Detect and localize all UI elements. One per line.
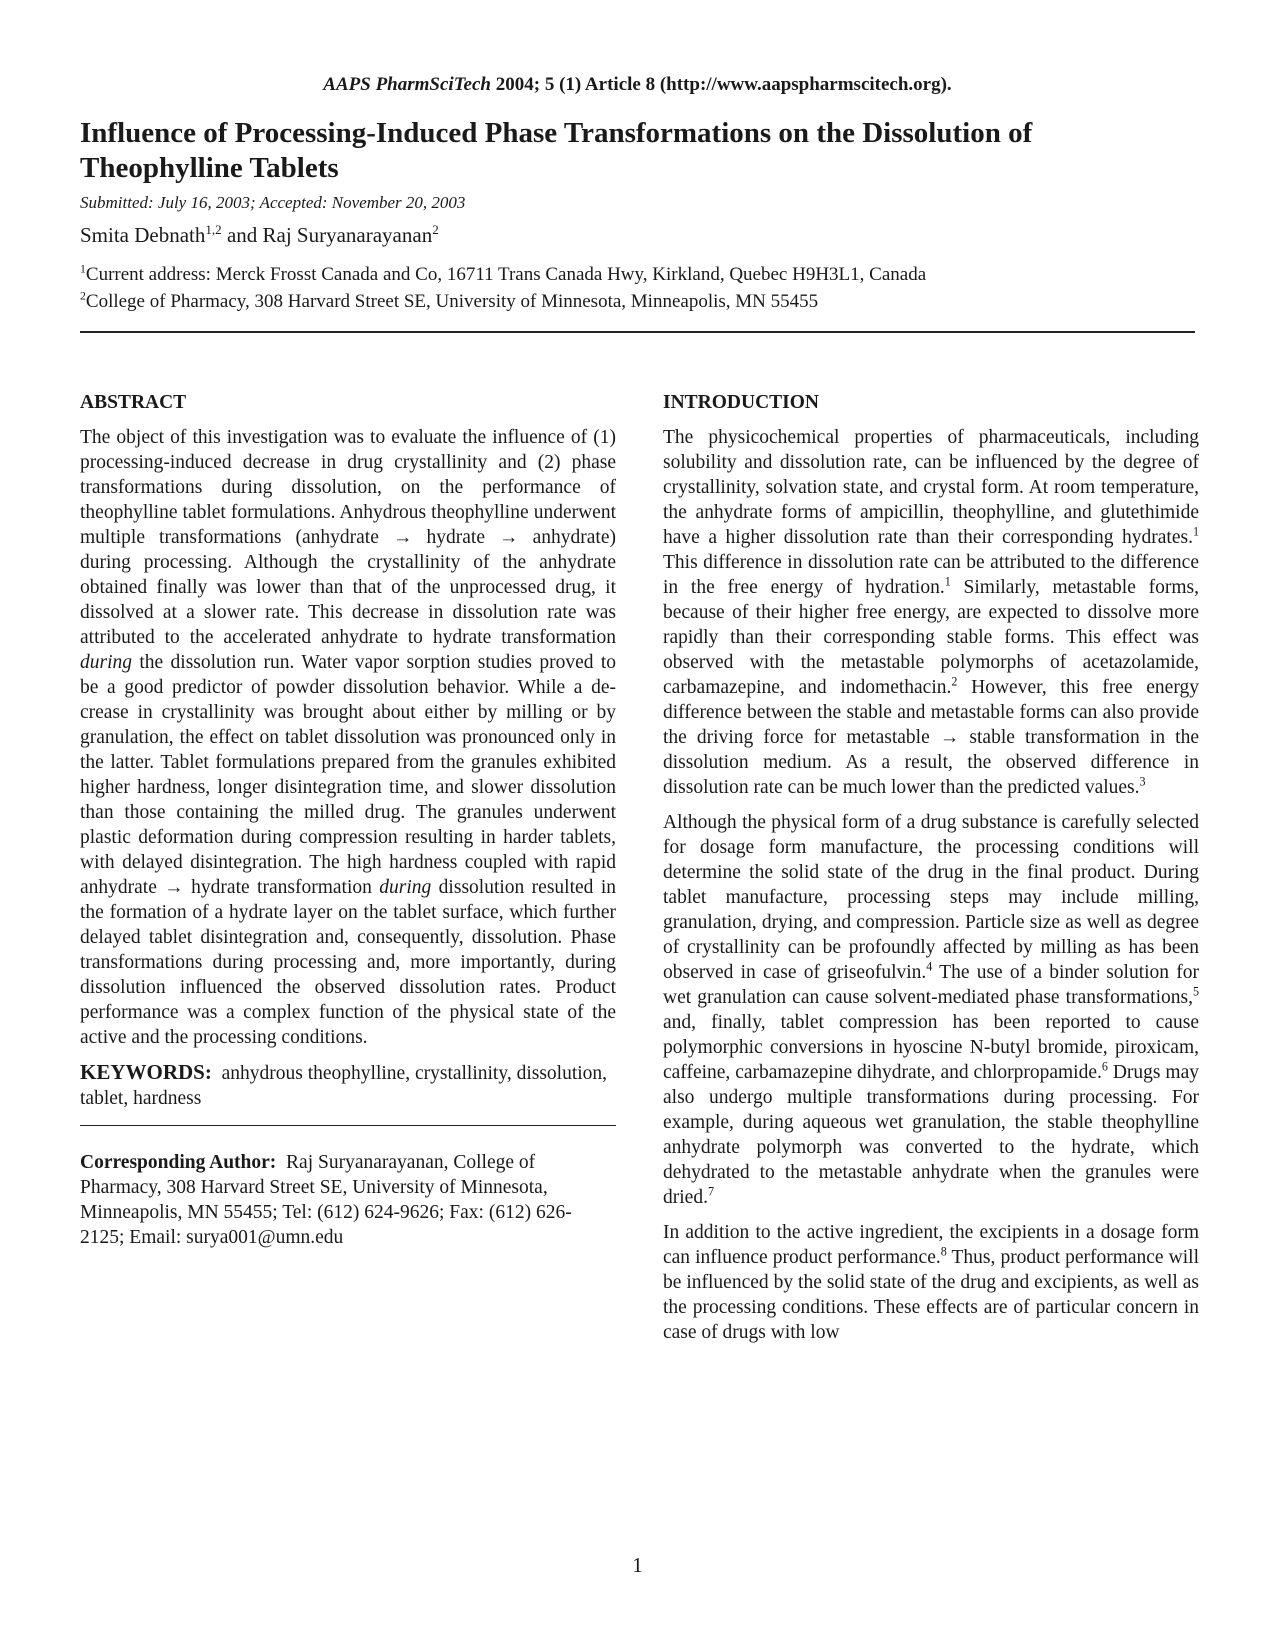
submission-dates: Submitted: July 16, 2003; Accepted: November 20, 2003 [80, 193, 466, 212]
abstract-text-part: the dissolution run. Water vapor sorption studies proved to be a good predictor of powder dissolution behavior. While a decrease in crystallinity was brought about either by milling or by granulation, the effect on tablet dissolution was pronounced only in the latter. Tablet formulations prepared from the granules exhibited higher hardness, longer disintegration time, and slower dissolution than those containing the milled drug. The granules underwent plastic deformation during compression resulting in harder tablets, with delayed disintegration. The high hardness coupled with rapid anhydrate → hydrate transformation [80, 652, 616, 898]
paragraph-text: Although the physical form of a drug substance is carefully selected for dosage form manufacture, the processing conditions will determine the solid state of the drug in the final product. During tablet manufacture, processing steps may include milling, granulation, drying, and compression. Particle size as well as degree of crystallinity can be profoundly affected by milling as has been observed in case of griseofulvin. [663, 812, 1199, 983]
abstract-heading: ABSTRACT [80, 392, 187, 413]
introduction-paragraph-3 [663, 1220, 1199, 1345]
author-affiliation-marker: 2 [432, 222, 439, 237]
header-divider [80, 331, 1195, 333]
affiliation-marker: 1 [80, 262, 86, 276]
right-column [663, 390, 1199, 1345]
affiliation-marker: 2 [80, 289, 86, 303]
paragraph-text: The physicochemical properties of pharmaceuticals, including solubility and dissolution rate, can be influenced by the degree of crystallinity, solvation state, and crystal form. At room temperature, the anhydrate forms of ampicillin, theophylline, and glutethimide have a higher dissolution rate than their corresponding hydrates. [663, 427, 1199, 548]
journal-citation: 2004; 5 (1) Article 8 (http://www.aapspharmscitech.org). [491, 74, 952, 95]
paragraph-text: However, this free energy difference between the stable and metastable forms can also provide the driving force for metastable → stable transformation in the dissolution medium. As a result, the observed difference in dissolution rate can be much lower than the predicted values. [663, 677, 1199, 798]
corresponding-author [80, 1150, 616, 1250]
paragraph-text: This difference in dissolution rate can be attributed to the difference in the free energy of hydration. [663, 552, 1199, 598]
citation-marker: 8 [940, 1244, 947, 1259]
author-name: Raj Suryanarayanan [262, 223, 433, 247]
abstract-text [80, 425, 616, 1050]
corresponding-author-label: Corresponding Author: [80, 1152, 277, 1173]
paragraph-text: and, finally, tablet compression has been reported to cause polymorphic conversions in hyoscine N-butyl bromide, piroxicam, caffeine, carbamazepine dihydrate, and chlorpropamide. [663, 1012, 1199, 1083]
citation-marker: 1 [1192, 524, 1199, 539]
author-name: Smita Debnath [80, 223, 206, 247]
citation-marker: 2 [951, 674, 958, 689]
author-conjunction: and [221, 223, 263, 247]
author-line [80, 223, 439, 248]
citation-marker: 5 [1192, 984, 1199, 999]
paragraph-text: Thus, product performance will be influenced by the solid state of the drug and excipients, as well as the processing conditions. These effects are of particular concern in case of drugs with low [663, 1247, 1199, 1343]
paragraph-text: In addition to the active ingredient, the excipients in a dosage form can influence product performance. [663, 1222, 1199, 1268]
author-affiliation-marker: 1,2 [205, 222, 222, 237]
left-column [80, 390, 616, 1250]
paragraph-text: Drugs may also undergo multiple transformations during processing. For example, during aqueous wet granulation, the stable theophylline anhydrate polymorph was converted to the hydrate, which dehydrated to the metastable anhydrate when the granules were dried. [663, 1062, 1199, 1208]
citation-marker: 4 [926, 959, 933, 974]
citation-marker: 7 [707, 1184, 714, 1199]
introduction-paragraph-2 [663, 810, 1199, 1210]
journal-header [0, 74, 1275, 96]
keywords-text: anhydrous theophylline, crystallinity, dissolution, tablet, hardness [80, 1063, 608, 1109]
affiliation-1 [80, 264, 926, 286]
paragraph-text: The use of a binder solution for wet granulation can cause solvent-mediated phase transformations, [663, 962, 1199, 1008]
introduction-paragraph-1 [663, 425, 1199, 800]
abstract-text-part: The object of this investigation was to evaluate the influence of (1) processing-induced decrease in drug crystallinity and (2) phase transformations during dissolution, on the performance of theophylline tablet formulations. Anhydrous theophylline underwent multiple transformations (anhydrate → hydrate → anhydrate) during processing. Although the crystallinity of the anhydrate obtained finally was lower than that of the unprocessed drug, it dissolved at a slower rate. This decrease in dissolution rate was attributed to the accelerated anhydrate to hydrate transformation [80, 427, 616, 648]
affiliation-2 [80, 291, 818, 313]
journal-name: AAPS PharmSciTech [323, 74, 491, 95]
abstract-emphasis: during [80, 652, 133, 673]
abstract-text-part: dissolution resulted in the formation of a hydrate layer on the tablet surface, which further delayed tablet disintegration and, consequently, dissolution. Phase transformations during processing and, more importantly, during dissolution influenced the observed dissolution rates. Product performance was a complex function of the physical state of the active and the processing conditions. [80, 877, 616, 1048]
keywords [80, 1060, 616, 1111]
citation-marker: 1 [944, 574, 951, 589]
corresponding-author-text: Raj Suryanarayanan, College of Pharmacy, 308 Harvard Street SE, University of Minnesota, Minneapolis, MN 55455; Tel: (612) 624-9626; Fax: (612) 626-2125; Email: surya001@umn.edu [80, 1152, 572, 1248]
citation-marker: 6 [1101, 1059, 1108, 1074]
abstract-emphasis: during [379, 877, 432, 898]
keywords-label: KEYWORDS: [80, 1060, 212, 1084]
affiliation-text: Current address: Merck Frosst Canada and Co, 16711 Trans Canada Hwy, Kirkland, Quebec H9H3L1, Canada [85, 264, 927, 285]
keywords-divider [80, 1125, 616, 1126]
affiliation-text: College of Pharmacy, 308 Harvard Street SE, University of Minnesota, Minneapolis, MN 55455 [85, 291, 819, 312]
article-title: Influence of Processing-Induced Phase Transformations on the Dissolution of Theophylline Tablets [80, 117, 1033, 184]
introduction-heading: INTRODUCTION [663, 392, 820, 413]
page-number: 1 [632, 1553, 643, 1577]
citation-marker: 3 [1139, 774, 1146, 789]
paragraph-text: Similarly, metastable forms, because of their higher free energy, are expected to dissolve more rapidly than their corresponding stable forms. This effect was observed with the metastable polymorphs of acetazolamide, carbamazepine, and indomethacin. [663, 577, 1199, 698]
